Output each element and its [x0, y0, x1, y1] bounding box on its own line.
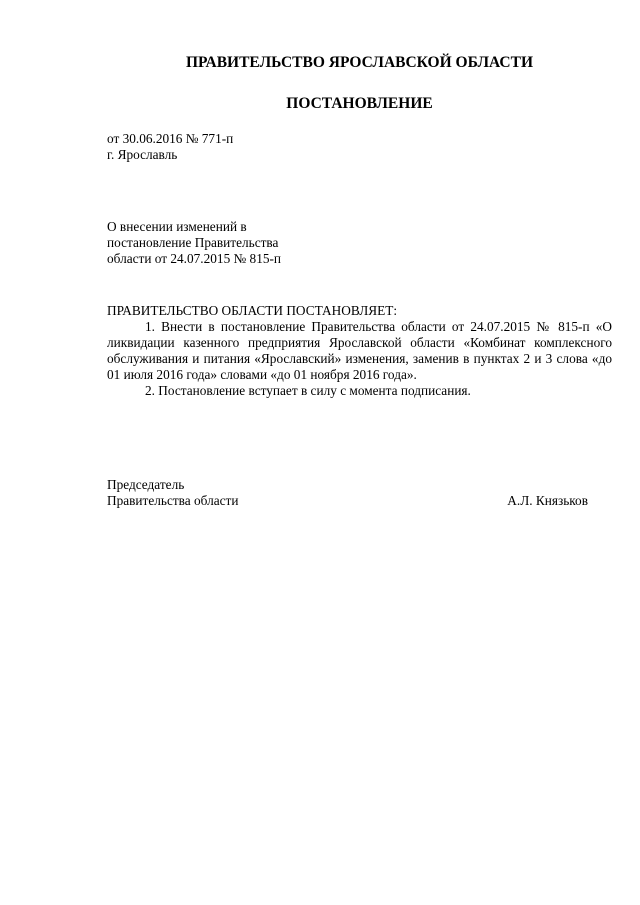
- document-meta: [107, 131, 233, 163]
- signature-block: [107, 477, 612, 509]
- paragraph-1: 1. Внести в постановление Правительства области от 24.07.2015 № 815-п «О ликвидации казенного предприятия Ярославской области «Комбинат комплексного обслуживания и питания «Ярославский» изменения, заменив в пунктах 2 и 3 слова «до 01 июля 2016 года» словами «до 01 ноября 2016 года».: [107, 319, 612, 382]
- government-title: ПРАВИТЕЛЬСТВО ЯРОСЛАВСКОЙ ОБЛАСТИ: [185, 54, 534, 71]
- signer-name: А.Л. Князьков: [507, 493, 588, 508]
- signer-position-line2: Правительства области: [107, 493, 239, 508]
- document-subject: [107, 219, 281, 267]
- subject-line: О внесении изменений в: [107, 219, 247, 234]
- document-body: [107, 303, 612, 399]
- subject-line: области от 24.07.2015 № 815-п: [107, 251, 282, 266]
- paragraph-2: 2. Постановление вступает в силу с момента подписания.: [145, 383, 471, 398]
- date-number: от 30.06.2016 № 771-п: [107, 131, 234, 146]
- subject-line: постановление Правительства: [107, 235, 279, 250]
- resolves-heading: ПРАВИТЕЛЬСТВО ОБЛАСТИ ПОСТАНОВЛЯЕТ:: [107, 303, 398, 318]
- city: г. Ярославль: [107, 147, 178, 162]
- signature-row: [107, 493, 612, 509]
- signer-position-line1: Председатель: [107, 477, 185, 492]
- document-type: ПОСТАНОВЛЕНИЕ: [286, 95, 433, 112]
